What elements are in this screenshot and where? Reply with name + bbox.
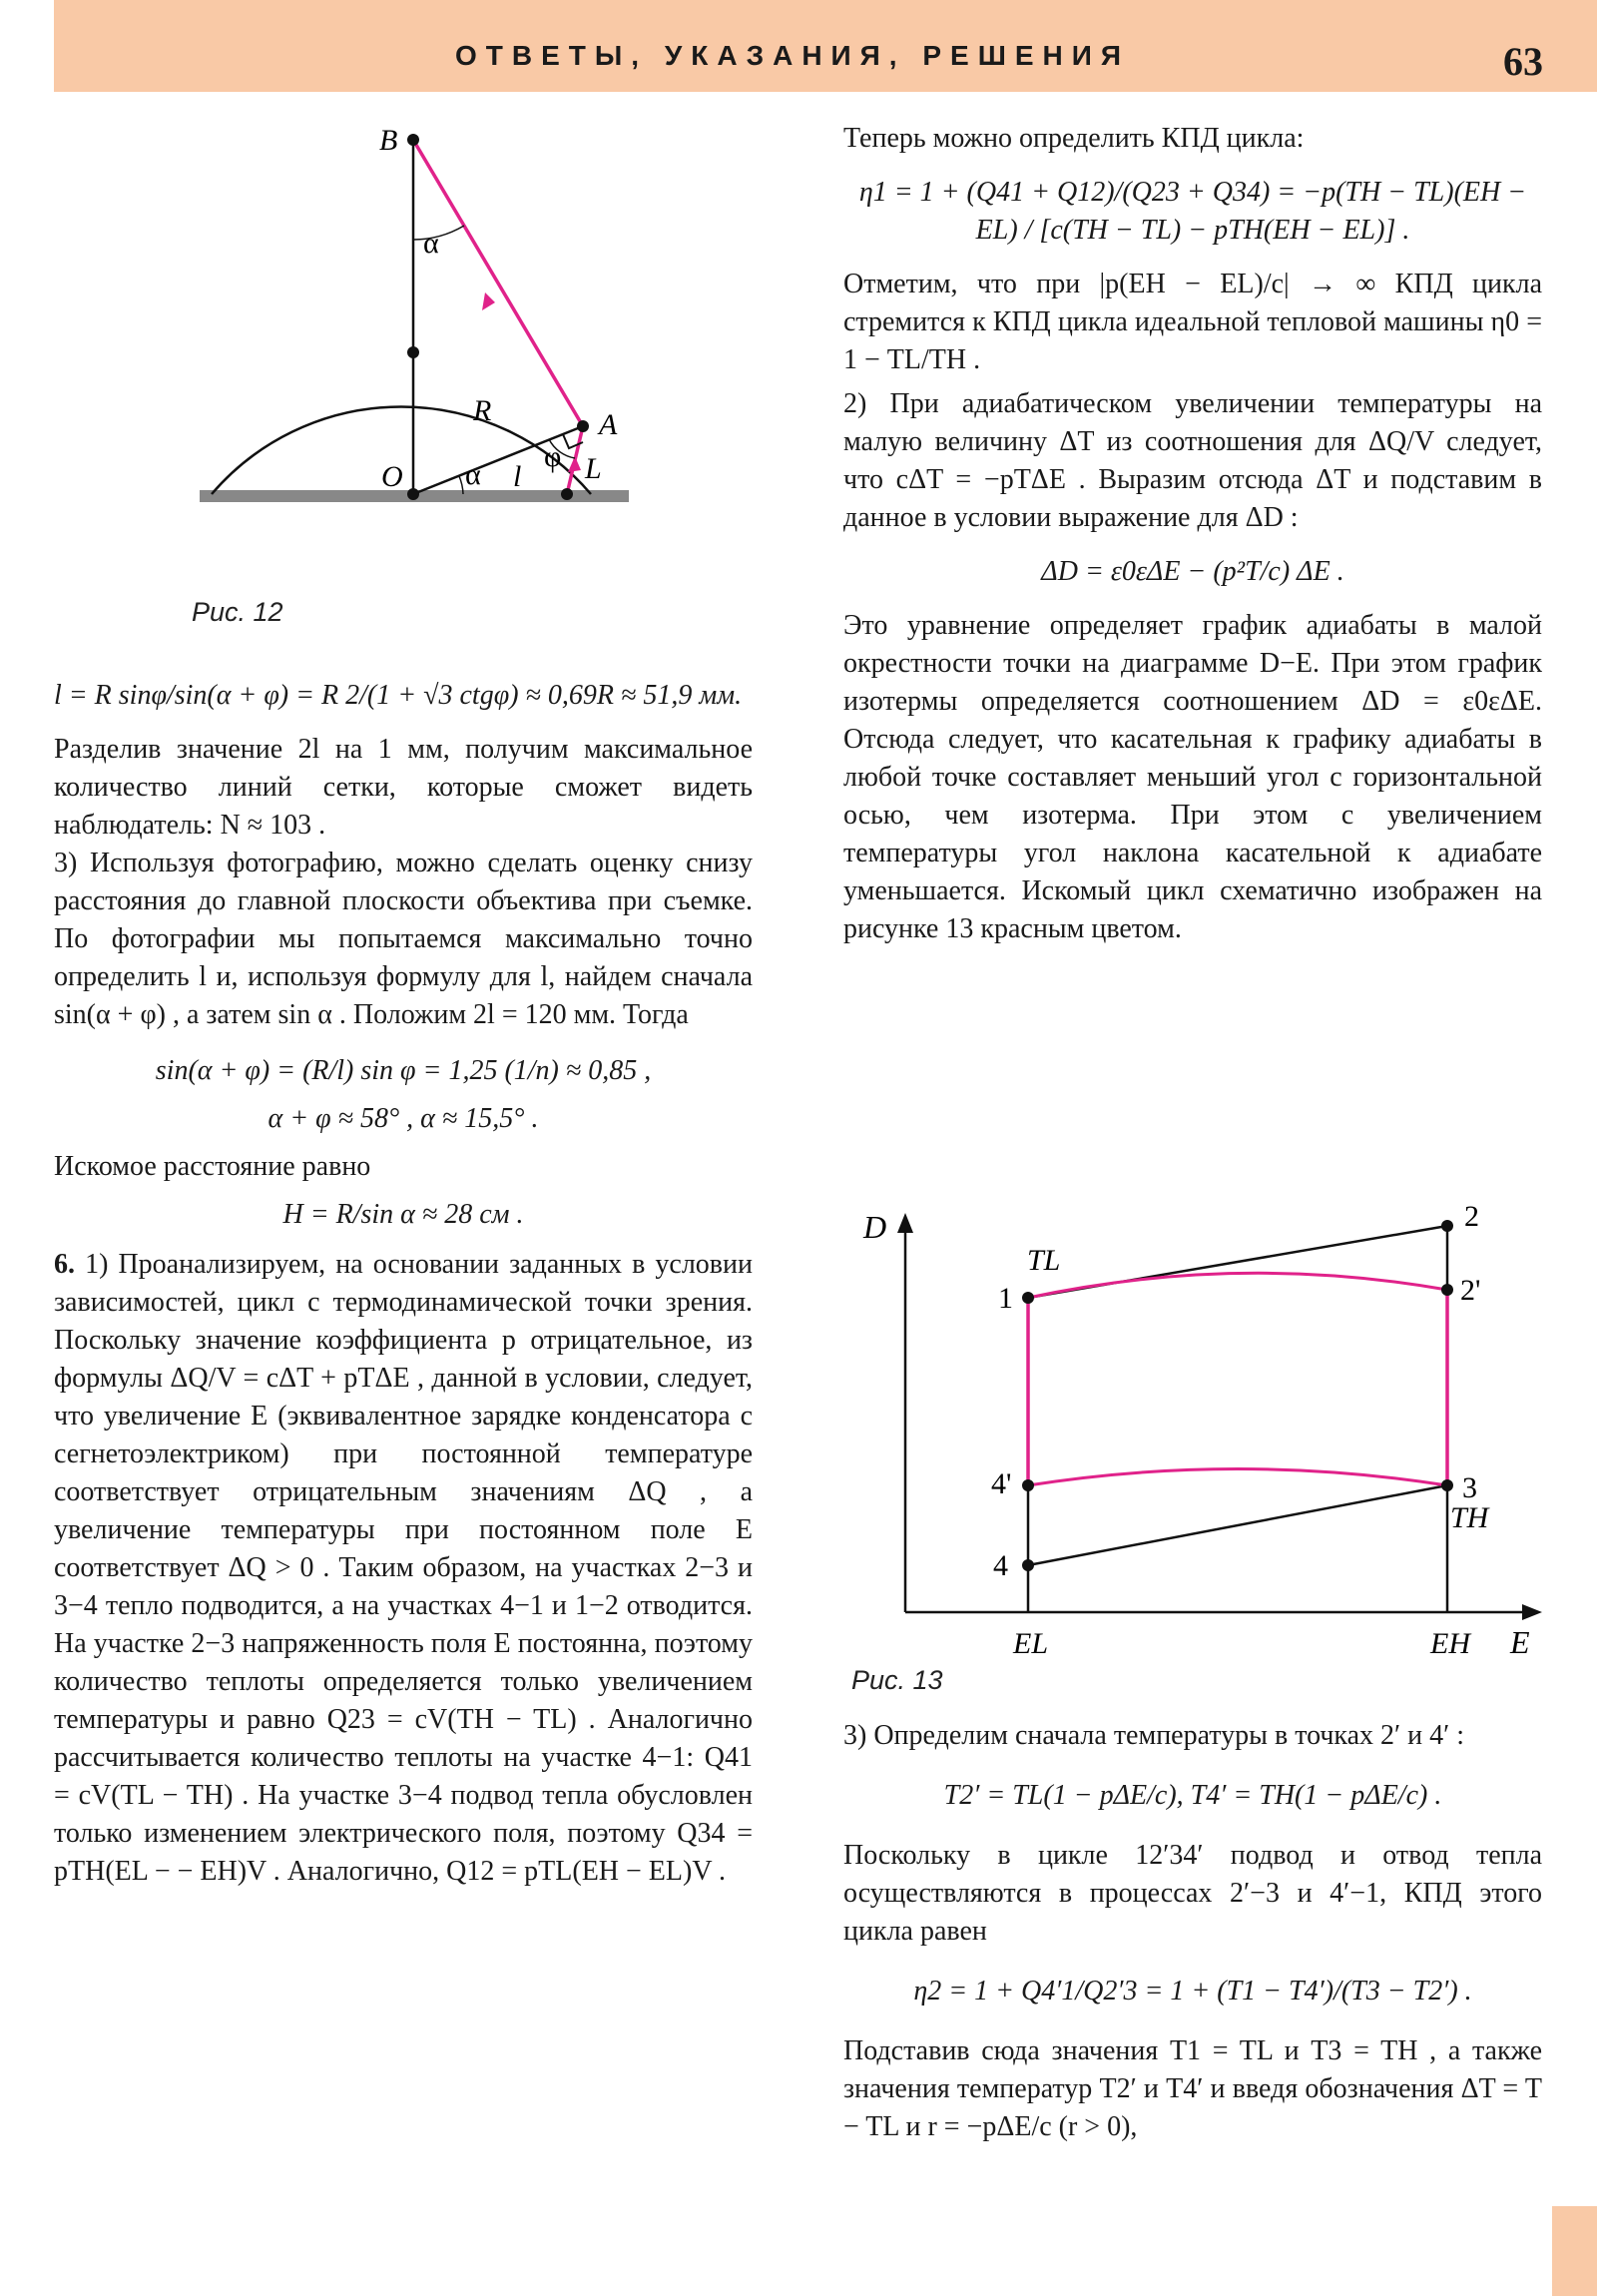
label-point-4: 4 (993, 1549, 1008, 1582)
formula-eta1: η1 = 1 + (Q41 + Q12)/(Q23 + Q34) = −p(TH − TL)(EH − EL) / [c(TH − TL) − pTH(EH − EL)] . (858, 177, 1527, 246)
label-a: A (599, 408, 618, 441)
figure-12 (180, 115, 639, 534)
point-top (407, 346, 419, 358)
point-3 (1441, 1479, 1453, 1491)
formula-sin: sin(α + φ) = (R/l) sin φ = 1,25 (1/n) ≈ 0,85 , (155, 1055, 652, 1086)
formula-delta-d: ΔD = ε0εΔE − (p²T/c) ΔE . (1041, 556, 1344, 587)
label-o: O (381, 460, 403, 493)
label-alpha-top: α (423, 227, 439, 260)
axis-d-arrow (897, 1213, 913, 1233)
point-2 (1441, 1220, 1453, 1232)
label-r: R (473, 394, 492, 427)
page-header-title: ОТВЕТЫ, УКАЗАНИЯ, РЕШЕНИЯ (454, 40, 1130, 71)
right-para-2: Отметим, что при |p(EH − EL)/c| → ∞ КПД цикла стремится к КПД цикла идеальной тепловой машины η0 = 1 − TL/TH . (843, 269, 1542, 375)
right-column (843, 120, 1542, 948)
problem-6-text: 1) Проанализируем, на основании заданных в условии зависимостей, цикл с термодинамической точки зрения. Поскольку значение коэффициента p отрицательное, из формулы ΔQ/V = cΔT + pTΔE , данной в условии, следует, что увеличение E (эквивалентное зарядке конденсатора с сегнетоэлектриком) при постоянной температуре соответствует отрицательным значениям ΔQ , а увеличение температуры при постоянном поле E соответствует ΔQ > 0 . Таким образом, на участках 2−3 и 3−4 тепло подводится, а на участках 4−1 и 1−2 отводится. На участке 2−3 напряженность поля E постоянна, поэтому количество теплоты определяется только увеличением температуры и равно Q23 = cV(TH − TL) . Аналогично рассчитывается количество теплоты на участке 4−1: Q41 = cV(TL − TH) . На участке 3−4 подвод тепла обусловлен только изменением электрического поля, поэтому Q34 = pTH(EL − − EH)V . Аналогично, Q12 = pTL(EH − EL)V . (54, 1249, 753, 1887)
axis-e-arrow (1522, 1604, 1542, 1620)
label-b: B (379, 124, 398, 157)
label-point-4-prime: 4' (991, 1467, 1012, 1500)
figure-12-arrow-out (482, 292, 495, 310)
formula-angles: α + φ ≈ 58° , α ≈ 15,5° . (267, 1103, 539, 1134)
right-para-4: Это уравнение определяет график адиабаты в малой окрестности точки на диаграмме D−E. При этом график изотермы определяется соотношением ΔD = ε0εΔE. Отсюда следует, что касательная к графику адиабаты в любой точке составляет меньший угол с горизонтальной осью, чем изотерма. При этом с увеличением температуры угол наклона касательной к адиабате уменьшается. Искомый цикл схематично изображен на рисунке 13 красным цветом. (843, 610, 1542, 944)
left-column (54, 677, 753, 1891)
point-o (407, 488, 419, 500)
label-point-1: 1 (998, 1282, 1013, 1315)
right-para-5: 3) Определим сначала температуры в точках 2′ и 4′ : (843, 1720, 1465, 1751)
point-4-prime (1022, 1479, 1034, 1491)
axis-d-label: D (863, 1209, 887, 1245)
point-a (577, 420, 589, 432)
adiabat-upper (1028, 1273, 1447, 1298)
figure-13-caption: Рис. 13 (851, 1665, 943, 1695)
page-number: 63 (1503, 39, 1543, 84)
point-2-prime (1441, 1284, 1453, 1296)
left-para-4 (54, 1246, 753, 1891)
side-tab (1552, 2206, 1597, 2296)
axis-e-label: E (1510, 1624, 1530, 1660)
label-el: EL (1013, 1627, 1049, 1660)
label-th: TH (1450, 1501, 1489, 1534)
left-para-2: 3) Используя фотографию, можно сделать оценку снизу расстояния до главной плоскости объектива при съемке. По фотографии мы попытаемся максимально точно определить l и, используя формулу для l, найдем сначала sin(α + φ) , а затем sin α . Положим 2l = 120 мм. Тогда (54, 848, 753, 1030)
right-column-continued (843, 1717, 1542, 2146)
point-l (561, 488, 573, 500)
formula-l: l = R sinφ/sin(α + φ) = R 2/(1 + √3 ctgφ) ≈ 0,69R ≈ 51,9 мм. (54, 680, 743, 711)
formula-h: H = R/sin α ≈ 28 см . (282, 1199, 524, 1230)
label-phi: φ (544, 440, 562, 473)
left-para-3: Искомое расстояние равно (54, 1151, 371, 1182)
right-para-6: Поскольку в цикле 12′34′ подвод и отвод тепла осуществляются в процессах 2′−3 и 4′−1, КПД этого цикла равен (843, 1840, 1542, 1947)
isotherm-th (1028, 1485, 1447, 1565)
right-para-1: Теперь можно определить КПД цикла: (843, 123, 1305, 154)
adiabat-lower (1028, 1469, 1447, 1486)
formula-t2-t4: T2′ = TL(1 − pΔE/c), T4′ = TH(1 − pΔE/c) . (943, 1780, 1442, 1811)
label-eh: EH (1430, 1627, 1470, 1660)
problem-number: 6. (54, 1249, 75, 1280)
label-tl: TL (1027, 1244, 1061, 1277)
right-para-3: 2) При адиабатическом увеличении температуры на малую величину ΔT из соотношения для ΔQ/V следует, что cΔT = −pTΔE . Выразим отсюда ΔT и подставим в данное в условии выражение для ΔD : (843, 388, 1542, 533)
point-b (407, 134, 419, 146)
label-alpha-base: α (465, 458, 481, 491)
label-point-2-prime: 2' (1460, 1274, 1481, 1307)
right-para-7: Подставив сюда значения T1 = TL и T3 = TH , а также значения температур T2′ и T4′ и введя обозначения ΔT = T − TL и r = −pΔE/c (r > 0), (843, 2035, 1542, 2142)
left-para-1: Разделив значение 2l на 1 мм, получим максимальное количество линий сетки, которые сможет видеть наблюдатель: N ≈ 103 . (54, 734, 753, 841)
label-l: l (513, 460, 522, 493)
figure-12-caption: Рис. 12 (192, 597, 283, 627)
point-1 (1022, 1292, 1034, 1304)
label-point-3: 3 (1462, 1471, 1477, 1504)
label-point-2: 2 (1464, 1200, 1479, 1233)
figure-12-ray-out (413, 140, 583, 426)
label-big-l: L (585, 452, 602, 485)
point-4 (1022, 1559, 1034, 1571)
figure-13 (843, 1198, 1542, 1667)
formula-eta2: η2 = 1 + Q4′1/Q2′3 = 1 + (T1 − T4′)/(T3 − T2′) . (913, 1976, 1472, 2007)
